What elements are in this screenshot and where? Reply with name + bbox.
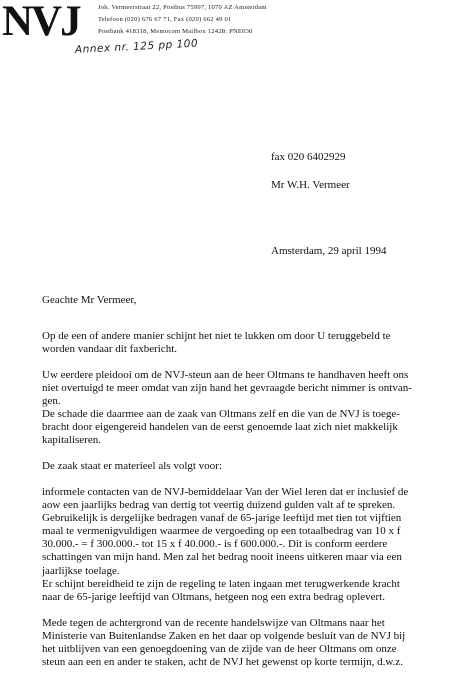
text-line: De zaak staat er materieel als volgt voor: (42, 460, 222, 472)
text-line: Ministerie van Buitenlandse Zaken en het daar op volgende besluit van de NVJ bij (42, 630, 406, 643)
text-line: aow een jaarlijks bedrag van dertig tot veertig duizend gulden valt af te spreken. (42, 499, 396, 512)
text-line: Op de een of andere manier schijnt het niet te lukken om door U teruggebeld te (42, 330, 391, 342)
handwritten-annotation: Annex nr. 125 pp 100 (74, 37, 199, 56)
paragraph-2 (42, 369, 432, 448)
recipient-name: Mr W.H. Vermeer (271, 179, 350, 191)
salutation: Geachte Mr Vermeer, (42, 294, 137, 306)
text-line: Gebruikelijk is dergelijke bedragen vanaf de 65-jarige leeftijd met tien tot vijftien (42, 512, 402, 525)
text-line: steun aan een en ander te staken, acht de NVJ het gewenst op korte termijn, d.w.z. (42, 656, 403, 669)
text-line: De schade die daarmee aan de zaak van Oltmans zelf en die van de NVJ is toege- (42, 408, 400, 421)
text-line: jaarlijkse toelage. (42, 564, 120, 577)
fax-number: fax 020 6402929 (271, 151, 346, 163)
letterhead-postbank: Postbank 418318, Memocom Mailbox 12428: PNE030 (98, 28, 253, 35)
text-line: gen. (42, 395, 61, 408)
paragraph-4 (42, 486, 432, 604)
text-line: het uitblijven van een genoegdoening van de zijde van de heer Oltmans om onze (42, 643, 397, 656)
letterhead-address: Joh. Vermeerstraat 22, Postbus 75997, 1070 AZ Amsterdam (98, 4, 267, 11)
nvj-logo: NVJ (2, 0, 80, 45)
letter-date: Amsterdam, 29 april 1994 (271, 245, 387, 257)
paragraph-5 (42, 617, 432, 669)
letterhead-phone: Telefoon (020) 676 67 71, Fax (020) 662 49 01 (98, 16, 232, 23)
text-line: Mede tegen de achtergrond van de recente handelswijze van Oltmans naar het (42, 617, 385, 629)
text-line: maal te vermenigvuldigen waarmee de vergoeding op een totaalbedrag van 10 x f (42, 525, 401, 538)
text-line: niet overtuigd te meer omdat van zijn hand het gevraagde bericht nimmer is ontvan- (42, 382, 412, 395)
text-line: kapitaliseren. (42, 434, 101, 447)
text-line: bracht door eigengereid handelen van de eerst genoemde laat zich niet makkelijk (42, 421, 398, 434)
text-line: informele contacten van de NVJ-bemiddelaar Van der Wiel leren dat er inclusief de (42, 486, 409, 498)
text-line: naar de 65-jarige leeftijd van Oltmans, hetgeen nog een extra bedrag oplevert. (42, 590, 385, 603)
text-line: Er schijnt bereidheid te zijn de regeling te laten ingaan met terugwerkende kracht (42, 577, 400, 590)
paragraph-1 (42, 330, 432, 356)
text-line: worden vandaar dit faxbericht. (42, 343, 177, 356)
paragraph-3 (42, 460, 432, 473)
text-line: Uw eerdere pleidooi om de NVJ-steun aan de heer Oltmans te handhaven heeft ons (42, 369, 409, 381)
text-line: 30.000.- = f 300.000.- tot 15 x f 40.000.- is f 600.000.-. Dit is conform eerdere (42, 538, 388, 551)
text-line: schattingen van mijn hand. Men zal het bedrag nooit ineens uitkeren maar via een (42, 551, 402, 564)
